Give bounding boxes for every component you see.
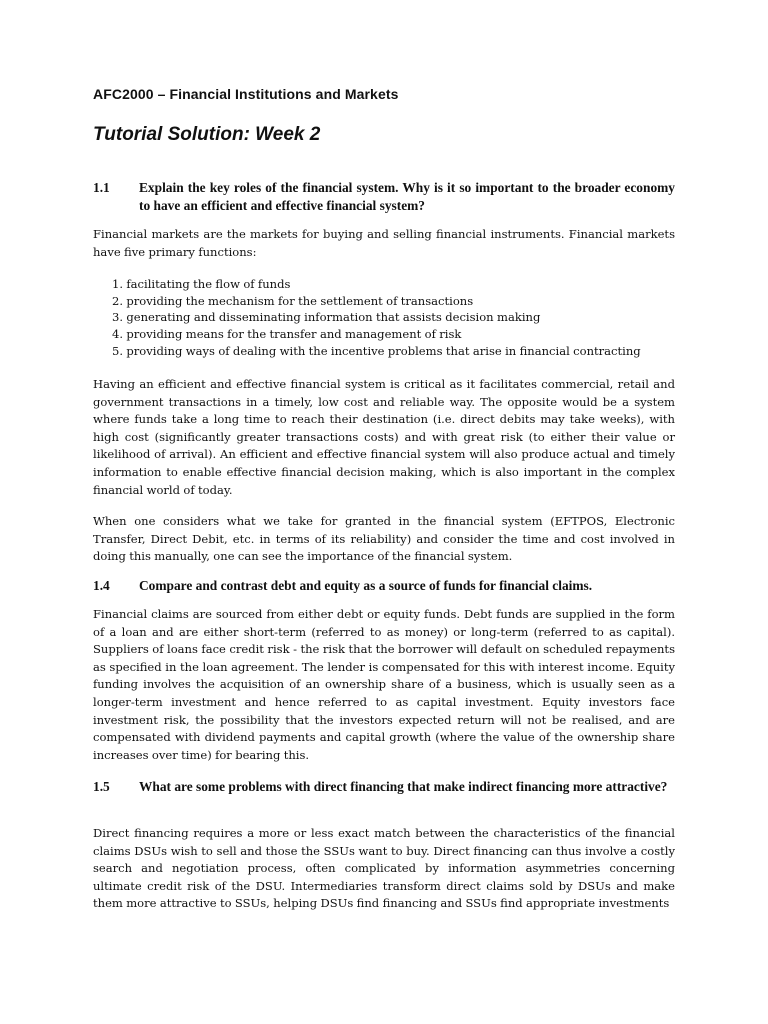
answer-paragraph-intro: Financial markets are the markets for buying and selling financial instruments. Financial markets have five primary functions: <box>93 227 675 259</box>
answer-paragraph-granted: When one considers what we take for granted in the financial system (EFTPOS, Electronic Transfer, Direct Debit, etc. in terms of its reliability) and consider the time and cost involved in doing this manually, one can see the importance of the financial system. <box>93 514 675 564</box>
question-number: 1.1 <box>93 180 110 195</box>
course-heading: AFC2000 – Financial Institutions and Markets <box>93 86 399 102</box>
answer-paragraph-direct-financing: Direct financing requires a more or less exact match between the characteristics of the financial claims DSUs wish to sell and those the SSUs want to buy. Direct financing can thus involve a costly search and negotiation process, often complicated by information asymmetries concerning ultimate credit risk of the DSU. Intermediaries transform direct claims sold by DSUs and make them more attractive to SSUs, helping DSUs find financing and SSUs find appropriate investments <box>93 826 675 911</box>
list-item: 2. providing the mechanism for the settlement of transactions <box>112 293 474 308</box>
question-number: 1.5 <box>93 779 110 794</box>
question-1-1 <box>93 179 675 214</box>
list-item: 4. providing means for the transfer and management of risk <box>112 327 462 342</box>
list-item: 5. providing ways of dealing with the incentive problems that arise in financial contracting <box>112 343 641 358</box>
question-text: Explain the key roles of the financial system. Why is it so important to the broader economy to have an efficient and effective financial system? <box>139 180 675 213</box>
page-title: Tutorial Solution: Week 2 <box>93 124 321 145</box>
question-text: What are some problems with direct financing that make indirect financing more attractive? <box>139 779 668 794</box>
question-1-5 <box>93 778 675 796</box>
answer-paragraph-efficiency: Having an efficient and effective financial system is critical as it facilitates commercial, retail and government transactions in a timely, low cost and reliable way. The opposite would be a system where funds take a long time to reach their destination (i.e. direct debits may take weeks), with high cost (significantly greater transactions costs) and with great risk (to either their value or likelihood of arrival). An efficient and effective financial system will also produce actual and timely information to enable effective financial decision making, which is also important in the complex financial world of today. <box>93 377 675 497</box>
question-1-4 <box>93 577 675 595</box>
answer-paragraph-debt-equity: Financial claims are sourced from either debt or equity funds. Debt funds are supplied in the form of a loan and are either short-term (referred to as money) or long-term (referred to as capital). Suppliers of loans face credit risk - the risk that the borrower will default on scheduled repayments as specified in the loan agreement. The lender is compensated for this with interest income. Equity funding involves the acquisition of an ownership share of a business, which is usually seen as a longer-term investment and hence referred to as capital investment. Equity investors face investment risk, the possibility that the investors expected return will not be realised, and are compensated with dividend payments and capital growth (where the value of the ownership share increases over time) for bearing this. <box>93 607 675 762</box>
list-item: 3. generating and disseminating information that assists decision making <box>112 310 541 325</box>
question-number: 1.4 <box>93 578 110 593</box>
functions-list <box>112 276 682 360</box>
question-text: Compare and contrast debt and equity as a source of funds for financial claims. <box>139 578 593 593</box>
list-item: 1. facilitating the flow of funds <box>112 277 291 291</box>
